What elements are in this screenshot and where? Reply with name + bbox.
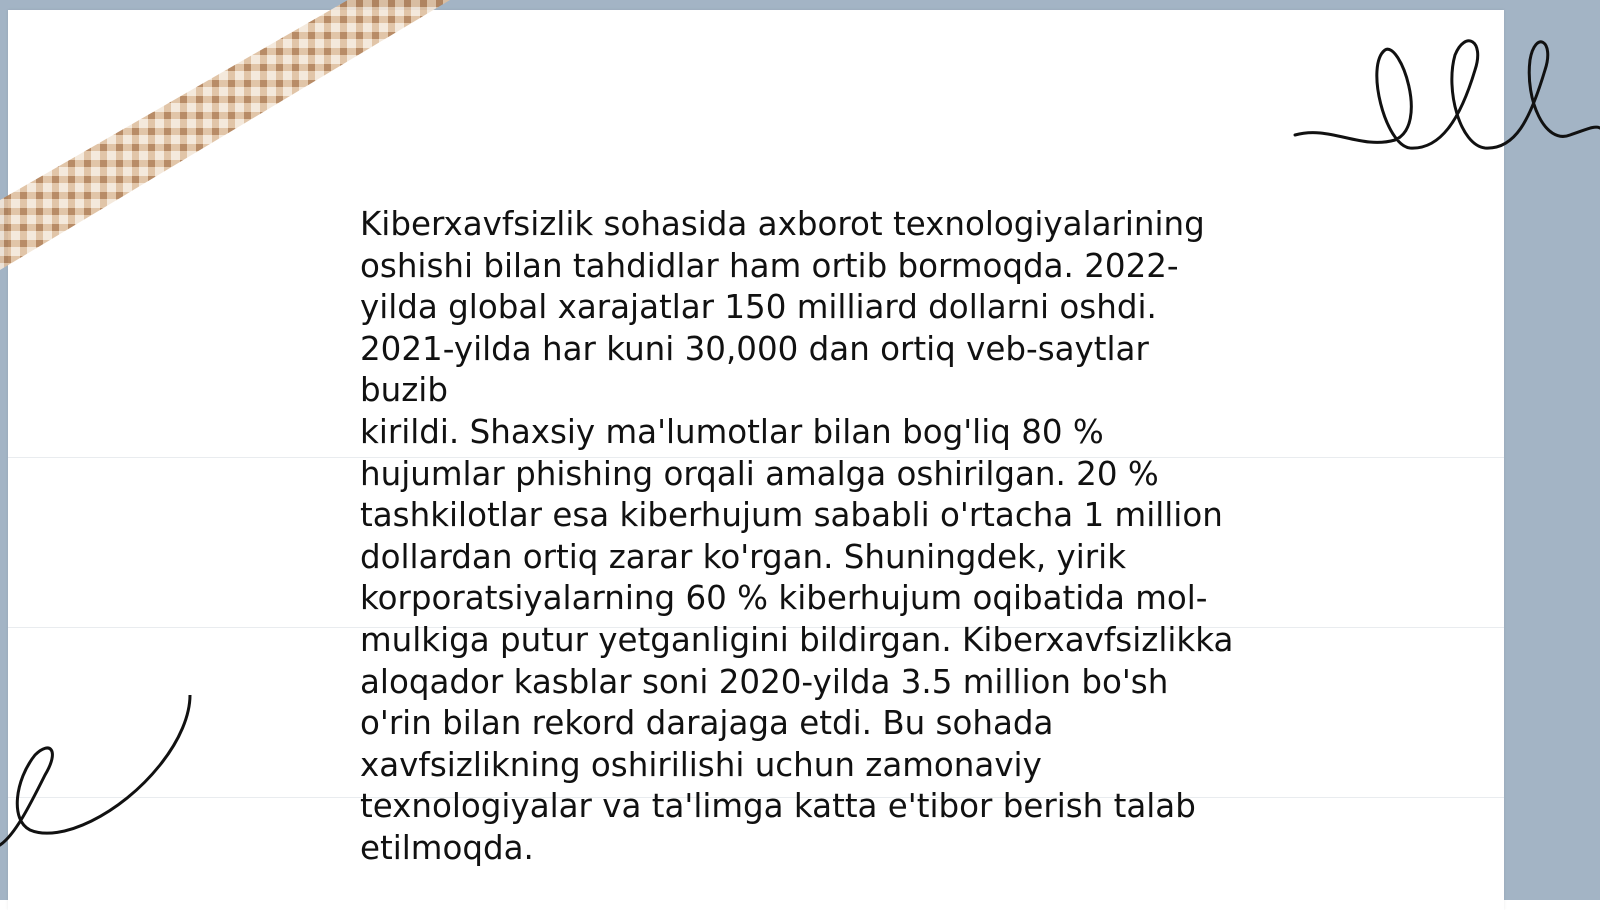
body-paragraph: Kiberxavfsizlik sohasida axborot texnologiyalarining oshishi bilan tahdidlar ham ortib bormoqda. 2022- yilda global xarajatlar 150 milliard dollarni oshdi. 2021-yilda har kuni 30,000 dan ortiq veb-saytlar buzib kirildi. Shaxsiy ma'lumotlar bilan bog'liq 80 % hujumlar phishing orqali amalga oshirilgan. 20 % tashkilotlar esa kiberhujum sababli o'rtacha 1 million dollardan ortiq zarar ko'rgan. Shuningdek, yirik korporatsiyalarning 60 % kiberhujum oqibatida mol- mulkiga putur yetganligini bildirgan. Kiberxavfsizlikka aloqador kasblar soni 2020-yilda 3.5 million bo'sh o'rin bilan rekord darajaga etdi. Bu sohada xavfsizlikning oshirilishi uchun zamonaviy texnologiyalar va ta'limga katta e'tibor berish talab etilmoqda. (360, 205, 1234, 867)
swirl-doodle-icon (0, 695, 200, 855)
swirl-doodle-icon (1290, 30, 1600, 170)
